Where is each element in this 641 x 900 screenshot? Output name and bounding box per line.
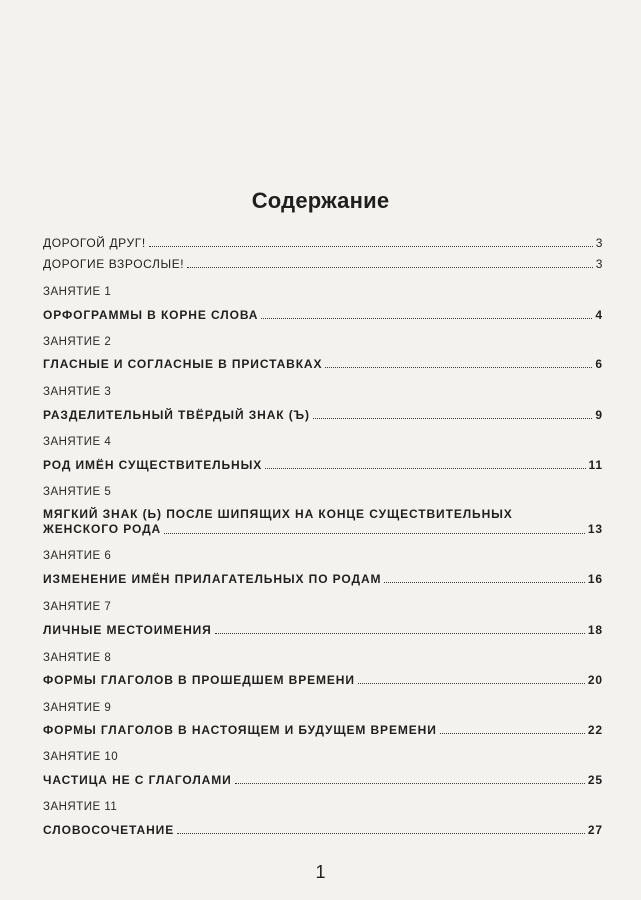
lesson-label: ЗАНЯТИЕ 6 [43,550,112,562]
toc-entry-page: 22 [587,723,603,737]
toc-entry-title: ОРФОГРАММЫ В КОРНЕ СЛОВА [43,308,259,322]
lesson-label: ЗАНЯТИЕ 2 [43,336,112,348]
dot-leader [235,782,585,784]
toc-entry-page: 20 [587,673,603,687]
dot-leader [265,467,585,469]
toc-entry-page: 3 [595,236,603,250]
toc-entry-title: ФОРМЫ ГЛАГОЛОВ В ПРОШЕДШЕМ ВРЕМЕНИ [43,673,355,687]
lesson-label: ЗАНЯТИЕ 10 [43,751,119,763]
toc-entry-title: ЛИЧНЫЕ МЕСТОИМЕНИЯ [43,623,212,637]
toc-entry-lesson-10 [43,773,603,787]
dot-leader [187,266,592,268]
toc-entry-lesson-7 [43,623,603,637]
toc-entry-title: ГЛАСНЫЕ И СОГЛАСНЫЕ В ПРИСТАВКАХ [43,357,323,371]
toc-entry-lesson-2 [43,357,603,371]
toc-entry-dear-friend [43,236,603,250]
dot-leader [313,417,593,419]
toc-entry-page: 3 [595,257,603,271]
toc-entry-title: РАЗДЕЛИТЕЛЬНЫЙ ТВЁРДЫЙ ЗНАК (Ъ) [43,408,310,422]
page-title: Содержание [251,188,390,213]
lesson-label: ЗАНЯТИЕ 9 [43,702,112,714]
toc-entry-title: ДОРОГОЙ ДРУГ! [43,236,146,250]
dot-leader [384,581,584,583]
lesson-label: ЗАНЯТИЕ 5 [43,486,112,498]
toc-entry-page: 6 [595,357,603,371]
lesson-label: ЗАНЯТИЕ 3 [43,386,112,398]
toc-entry-dear-adults [43,257,603,271]
toc-entry-lesson-5 [43,507,603,537]
toc-entry-page: 16 [587,572,603,586]
toc-entry-lesson-4 [43,458,603,472]
toc-entry-title-line2: ЖЕНСКОГО РОДА [43,522,162,536]
toc-entry-title: ДОРОГИЕ ВЗРОСЛЫЕ! [43,257,185,271]
toc-entry-page: 9 [595,408,603,422]
lesson-label: ЗАНЯТИЕ 8 [43,652,112,664]
toc-entry-title-line1: МЯГКИЙ ЗНАК (Ь) ПОСЛЕ ШИПЯЩИХ НА КОНЦЕ СУЩЕСТВИТЕЛЬНЫХ [43,507,513,521]
toc-entry-title: СЛОВОСОЧЕТАНИЕ [43,823,175,837]
toc-entry-page: 13 [587,522,603,536]
dot-leader [215,632,585,634]
toc-entry-lesson-3 [43,408,603,422]
dot-leader [164,532,585,534]
lesson-label: ЗАНЯТИЕ 7 [43,601,112,613]
toc-entry-page: 18 [587,623,603,637]
toc-entry-page: 25 [587,773,603,787]
dot-leader [149,245,593,247]
toc-entry-lesson-8 [43,673,603,687]
toc-entry-title: РОД ИМЁН СУЩЕСТВИТЕЛЬНЫХ [43,458,263,472]
toc-entry-page: 4 [595,308,603,322]
lesson-label: ЗАНЯТИЕ 1 [43,286,112,298]
page-number: 1 [315,862,326,882]
dot-leader [261,317,592,319]
dot-leader [440,732,585,734]
toc-entry-title: ЧАСТИЦА НЕ С ГЛАГОЛАМИ [43,773,232,787]
toc-entry-lesson-11 [43,823,603,837]
toc-entry-lesson-9 [43,723,603,737]
toc-entry-lesson-6 [43,572,603,586]
toc-entry-title: ФОРМЫ ГЛАГОЛОВ В НАСТОЯЩЕМ И БУДУЩЕМ ВРЕМЕНИ [43,723,437,737]
toc-entry-page: 27 [587,823,603,837]
toc-entry-title: ИЗМЕНЕНИЕ ИМЁН ПРИЛАГАТЕЛЬНЫХ ПО РОДАМ [43,572,382,586]
dot-leader [358,682,585,684]
toc-entry-page: 11 [588,458,603,472]
toc-entry-lesson-1 [43,308,603,322]
dot-leader [325,366,592,368]
lesson-label: ЗАНЯТИЕ 11 [43,801,118,813]
lesson-label: ЗАНЯТИЕ 4 [43,436,112,448]
dot-leader [177,832,585,834]
